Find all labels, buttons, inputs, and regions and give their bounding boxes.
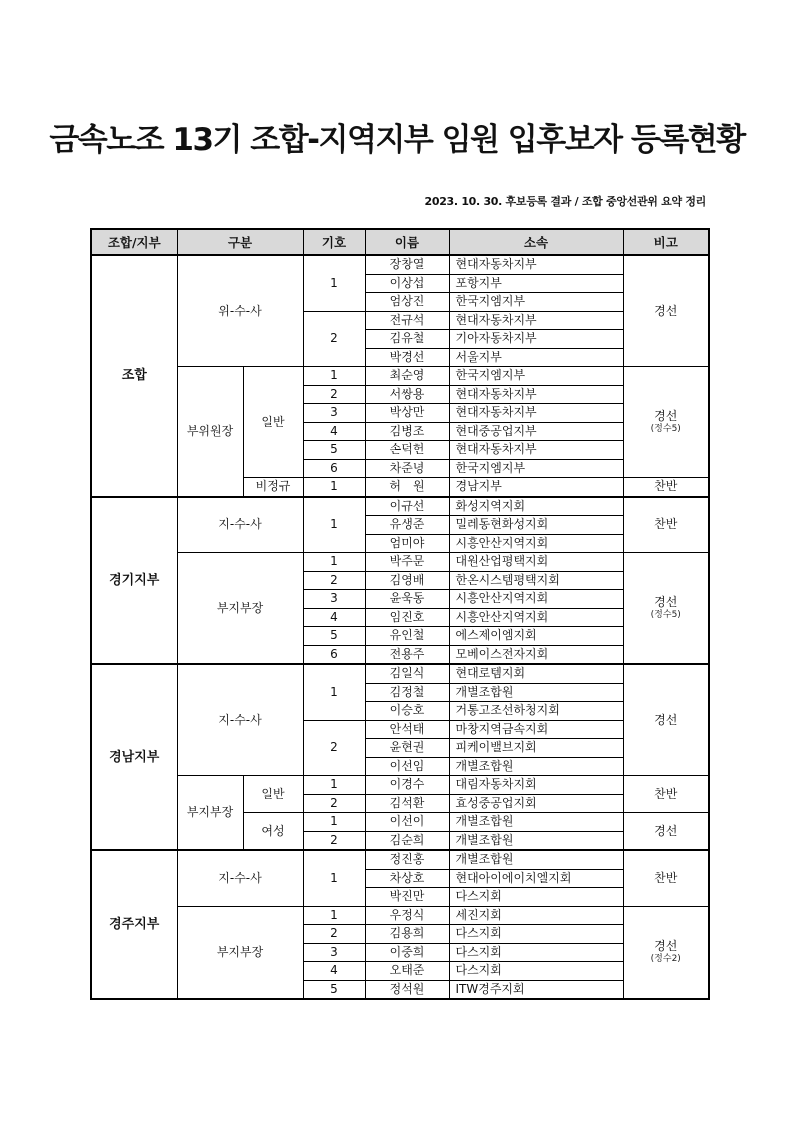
candidate-affiliation: 포항지부 [449, 274, 623, 293]
candidate-name: 우정식 [365, 906, 449, 925]
ticket-number: 6 [303, 459, 365, 478]
candidate-name: 전용주 [365, 645, 449, 664]
candidate-name: 차상호 [365, 869, 449, 888]
remark-cell [623, 553, 709, 665]
candidate-name: 김유철 [365, 330, 449, 349]
candidate-name: 정진홍 [365, 850, 449, 869]
candidate-name: 손덕헌 [365, 441, 449, 460]
table-header-row [91, 229, 709, 255]
candidate-affiliation: 개별조합원 [449, 831, 623, 850]
candidate-name: 김용희 [365, 925, 449, 944]
remark-result: 경선 [654, 303, 678, 318]
category-label: 지-수-사 [177, 850, 303, 906]
ticket-number: 2 [303, 571, 365, 590]
candidate-name: 이선임 [365, 757, 449, 776]
candidate-affiliation: 화성지역지회 [449, 497, 623, 516]
category-label: 부지부장 [177, 776, 243, 851]
ticket-number: 1 [303, 813, 365, 832]
candidate-affiliation: 다스지회 [449, 888, 623, 907]
subcategory-label: 여성 [243, 813, 303, 851]
candidate-name: 서쌍용 [365, 385, 449, 404]
subcategory-label: 일반 [243, 776, 303, 813]
remark-cell [623, 255, 709, 367]
candidate-name: 엄미야 [365, 534, 449, 553]
candidate-affiliation: 현대중공업지부 [449, 422, 623, 441]
candidate-affiliation: 효성중공업지회 [449, 794, 623, 813]
candidate-affiliation: 에스제이엠지회 [449, 627, 623, 646]
ticket-number: 4 [303, 422, 365, 441]
candidate-name: 김순희 [365, 831, 449, 850]
header-remark: 비고 [623, 229, 709, 255]
section-name: 경기지부 [91, 497, 177, 665]
candidate-affiliation: 현대로템지회 [449, 664, 623, 683]
candidate-affiliation: 개별조합원 [449, 850, 623, 869]
candidate-affiliation: 다스지회 [449, 962, 623, 981]
candidate-affiliation: 시흥안산지역지회 [449, 608, 623, 627]
candidate-affiliation: 시흥안산지역지회 [449, 534, 623, 553]
ticket-number: 6 [303, 645, 365, 664]
ticket-number: 3 [303, 404, 365, 423]
remark-note: (정수5) [650, 610, 681, 620]
remark-cell [623, 478, 709, 497]
remark-cell [623, 813, 709, 851]
remark-result: 찬반 [654, 517, 678, 532]
ticket-number: 2 [303, 311, 365, 367]
header-category: 구분 [177, 229, 303, 255]
table-body [91, 255, 709, 999]
remark-result: 경선 [654, 595, 678, 609]
candidate-affiliation: 현대자동차지부 [449, 311, 623, 330]
remark-cell [623, 367, 709, 478]
category-label: 지-수-사 [177, 664, 303, 776]
remark-result: 찬반 [654, 479, 678, 494]
section-name: 경주지부 [91, 850, 177, 999]
ticket-number: 5 [303, 980, 365, 999]
candidate-name: 안석태 [365, 720, 449, 739]
candidate-affiliation: 모베이스전자지회 [449, 645, 623, 664]
candidate-name: 김영배 [365, 571, 449, 590]
candidate-name: 박경선 [365, 348, 449, 367]
ticket-number: 4 [303, 962, 365, 981]
candidate-name: 최순영 [365, 367, 449, 386]
candidate-affiliation: 한국지엠지부 [449, 367, 623, 386]
candidate-affiliation: 현대아이에이치엘지회 [449, 869, 623, 888]
candidate-name: 이승호 [365, 702, 449, 721]
candidate-affiliation: ITW경주지회 [449, 980, 623, 999]
page-title: 금속노조 13기 조합-지역지부 임원 입후보자 등록현황 [49, 122, 745, 158]
category-label: 부지부장 [177, 553, 303, 665]
candidate-affiliation: 기아자동차지부 [449, 330, 623, 349]
candidate-name: 윤현권 [365, 739, 449, 758]
candidate-name: 이선이 [365, 813, 449, 832]
table-row [91, 664, 709, 683]
candidate-affiliation: 개별조합원 [449, 683, 623, 702]
table-row [91, 850, 709, 869]
subcategory-label: 비정규 [243, 478, 303, 497]
candidate-affiliation: 밀레동현화성지회 [449, 516, 623, 535]
candidate-affiliation: 거통고조선하청지회 [449, 702, 623, 721]
ticket-number: 2 [303, 794, 365, 813]
candidate-affiliation: 현대자동차지부 [449, 385, 623, 404]
ticket-number: 1 [303, 478, 365, 497]
remark-result: 찬반 [654, 870, 678, 885]
candidate-name: 박주문 [365, 553, 449, 572]
table-row [91, 255, 709, 274]
candidate-name: 김병조 [365, 422, 449, 441]
ticket-number: 1 [303, 255, 365, 311]
candidate-name: 전규석 [365, 311, 449, 330]
ticket-number: 3 [303, 943, 365, 962]
remark-cell [623, 497, 709, 553]
candidate-affiliation: 다스지회 [449, 943, 623, 962]
table-row [91, 906, 709, 925]
remark-result: 경선 [654, 939, 678, 954]
candidate-affiliation: 개별조합원 [449, 813, 623, 832]
ticket-number: 1 [303, 367, 365, 386]
remark-cell [623, 906, 709, 999]
table-row [91, 553, 709, 572]
candidate-name: 박진만 [365, 888, 449, 907]
ticket-number: 2 [303, 385, 365, 404]
category-label: 위-수-사 [177, 255, 303, 367]
ticket-number: 3 [303, 590, 365, 609]
candidate-name: 차준녕 [365, 459, 449, 478]
table-row [91, 367, 709, 386]
remark-result: 경선 [654, 712, 678, 727]
ticket-number: 1 [303, 664, 365, 720]
header-union: 조합/지부 [91, 229, 177, 255]
candidate-affiliation: 서울지부 [449, 348, 623, 367]
category-label: 지-수-사 [177, 497, 303, 553]
ticket-number: 4 [303, 608, 365, 627]
ticket-number: 1 [303, 776, 365, 795]
candidate-affiliation: 다스지회 [449, 925, 623, 944]
remark-cell [623, 850, 709, 906]
section-name: 경남지부 [91, 664, 177, 850]
candidate-name: 이경수 [365, 776, 449, 795]
candidate-affiliation: 현대자동차지부 [449, 441, 623, 460]
ticket-number: 2 [303, 831, 365, 850]
ticket-number: 5 [303, 441, 365, 460]
candidate-name: 장창열 [365, 255, 449, 274]
ticket-number: 5 [303, 627, 365, 646]
candidate-affiliation: 대림자동차지회 [449, 776, 623, 795]
ticket-number: 1 [303, 850, 365, 906]
candidate-name: 윤욱동 [365, 590, 449, 609]
candidate-affiliation: 피케이밸브지회 [449, 739, 623, 758]
candidate-affiliation: 한국지엠지부 [449, 293, 623, 312]
ticket-number: 1 [303, 553, 365, 572]
candidate-name: 이중희 [365, 943, 449, 962]
candidate-affiliation: 경남지부 [449, 478, 623, 497]
table-row [91, 497, 709, 516]
candidate-affiliation: 시흥안산지역지회 [449, 590, 623, 609]
candidate-name: 허 원 [365, 478, 449, 497]
candidate-name: 유인철 [365, 627, 449, 646]
remark-result: 찬반 [654, 786, 678, 801]
candidate-name: 박상만 [365, 404, 449, 423]
ticket-number: 2 [303, 925, 365, 944]
candidate-name: 유생준 [365, 516, 449, 535]
candidate-name: 이상섭 [365, 274, 449, 293]
remark-result: 경선 [654, 823, 678, 838]
category-label: 부지부장 [177, 906, 303, 999]
candidate-affiliation: 한온시스템평택지회 [449, 571, 623, 590]
subcategory-label: 일반 [243, 367, 303, 478]
candidate-name: 정석원 [365, 980, 449, 999]
header-name: 이름 [365, 229, 449, 255]
candidate-affiliation: 한국지엠지부 [449, 459, 623, 478]
remark-note: (정수2) [650, 954, 681, 965]
remark-cell [623, 664, 709, 776]
header-affiliation: 소속 [449, 229, 623, 255]
ticket-number: 1 [303, 906, 365, 925]
remark-cell [623, 776, 709, 813]
candidate-name: 김정철 [365, 683, 449, 702]
candidate-affiliation: 개별조합원 [449, 757, 623, 776]
candidate-name: 오태준 [365, 962, 449, 981]
candidate-affiliation: 세진지회 [449, 906, 623, 925]
candidate-affiliation: 현대자동차지부 [449, 255, 623, 274]
candidate-table [90, 228, 710, 1000]
ticket-number: 2 [303, 720, 365, 776]
header-number: 기호 [303, 229, 365, 255]
ticket-number: 1 [303, 497, 365, 553]
table-row [91, 776, 709, 795]
section-name: 조합 [91, 255, 177, 497]
category-label: 부위원장 [177, 367, 243, 497]
page-subtitle: 2023. 10. 30. 후보등록 결과 / 조합 중앙선관위 요약 정리 [424, 195, 706, 208]
candidate-affiliation: 현대자동차지부 [449, 404, 623, 423]
candidate-affiliation: 대원산업평택지회 [449, 553, 623, 572]
candidate-name: 임진호 [365, 608, 449, 627]
remark-result: 경선 [654, 409, 678, 423]
candidate-name: 이규선 [365, 497, 449, 516]
candidate-affiliation: 마창지역금속지회 [449, 720, 623, 739]
candidate-name: 엄상진 [365, 293, 449, 312]
remark-note: (정수5) [650, 424, 681, 434]
candidate-name: 김일식 [365, 664, 449, 683]
candidate-name: 김석환 [365, 794, 449, 813]
